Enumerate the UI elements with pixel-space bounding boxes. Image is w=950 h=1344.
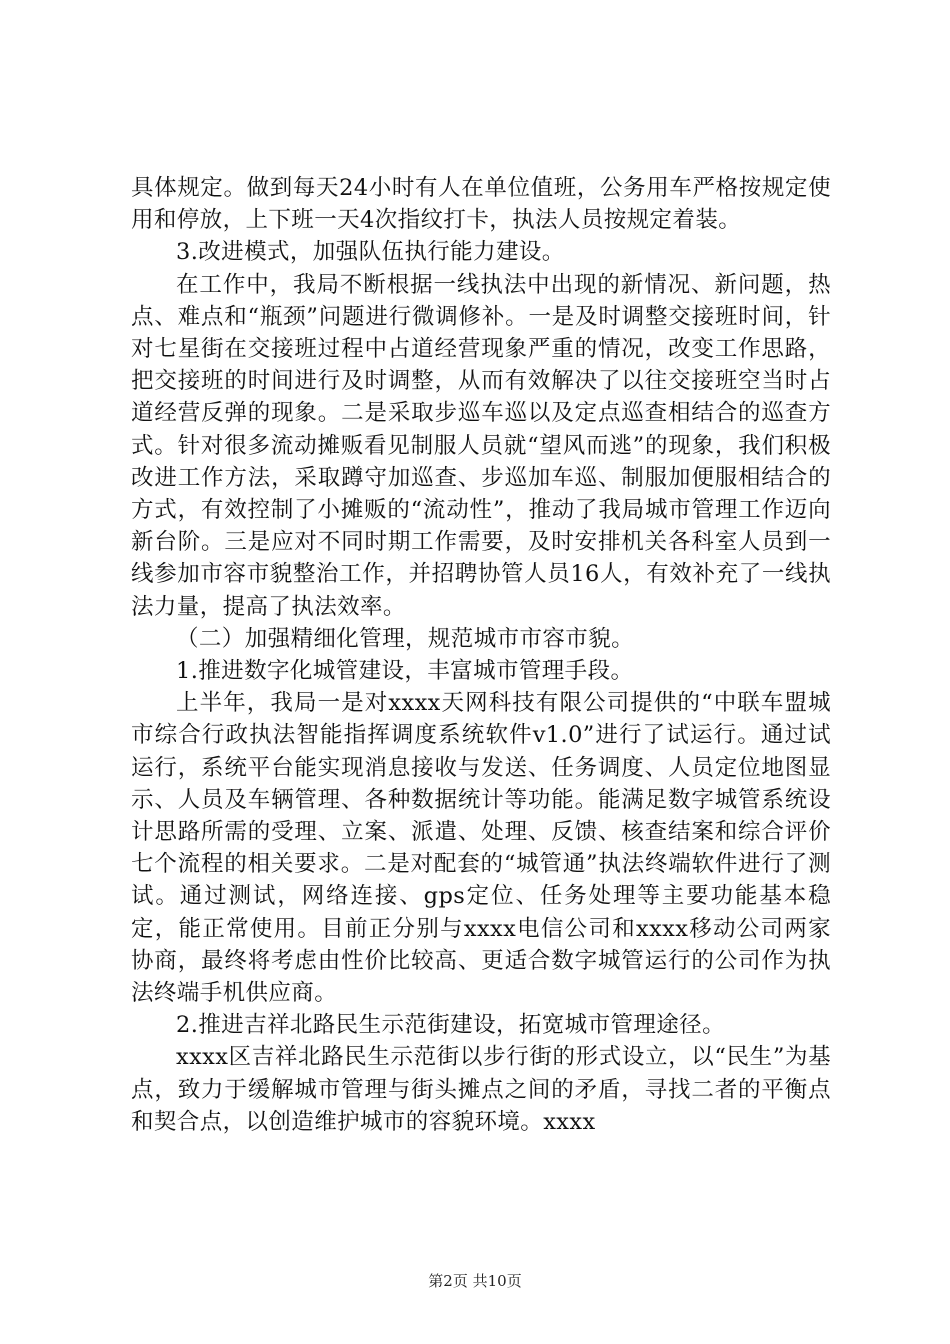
- paragraph: 在工作中，我局不断根据一线执法中出现的新情况、新问题，热点、难点和“瓶颈”问题进行微调修补。一是及时调整交接班时间，针对七星街在交接班过程中占道经营现象严重的情况，改变工作思路，把交接班的时间进行及时调整，从而有效解决了以往交接班空当时占道经营反弹的现象。二是采取步巡车巡以及定点巡查相结合的巡查方式。针对很多流动摊贩看见制服人员就“望风而逃”的现象，我们积极改进工作方法，采取蹲守加巡查、步巡加车巡、制服加便服相结合的方式，有效控制了小摊贩的“流动性”，推动了我局城市管理工作迈向新台阶。三是应对不同时期工作需要，及时安排机关各科室人员到一线参加市容市貌整治工作，并招聘协管人员16人，有效补充了一线执法力量，提高了执法效率。: [131, 271, 831, 620]
- section-heading: （二）加强精细化管理，规范城市市容市貌。: [176, 625, 635, 652]
- paragraph: xxxx区吉祥北路民生示范街以步行街的形式设立，以“民生”为基点，致力于缓解城市管理与街头摊点之间的矛盾，寻找二者的平衡点和契合点，以创造维护城市的容貌环境。xxxx: [131, 1044, 831, 1135]
- section-heading: 1.推进数字化城管建设，丰富城市管理手段。: [176, 658, 634, 685]
- paragraph: 具体规定。做到每天24小时有人在单位值班，公务用车严格按规定使用和停放，上下班一天4次指纹打卡，执法人员按规定着装。: [131, 175, 831, 234]
- document-body: [131, 172, 831, 1138]
- section-heading: 2.推进吉祥北路民生示范街建设，拓宽城市管理途径。: [176, 1012, 725, 1039]
- page-number-footer: 第2页 共10页: [428, 1272, 522, 1290]
- section-heading: 3.改进模式，加强队伍执行能力建设。: [176, 239, 565, 266]
- paragraph: 上半年，我局一是对xxxx天网科技有限公司提供的“中联车盟城市综合行政执法智能指挥调度系统软件v1.0”进行了试运行。通过试运行，系统平台能实现消息接收与发送、任务调度、人员定位地图显示、人员及车辆管理、各种数据统计等功能。能满足数字城管系统设计思路所需的受理、立案、派遣、处理、反馈、核查结案和综合评价七个流程的相关要求。二是对配套的“城管通”执法终端软件进行了测试。通过测试，网络连接、gps定位、任务处理等主要功能基本稳定，能正常使用。目前正分别与xxxx电信公司和xxxx移动公司两家协商，最终将考虑由性价比较高、更适合数字城管运行的公司作为执法终端手机供应商。: [131, 690, 831, 1007]
